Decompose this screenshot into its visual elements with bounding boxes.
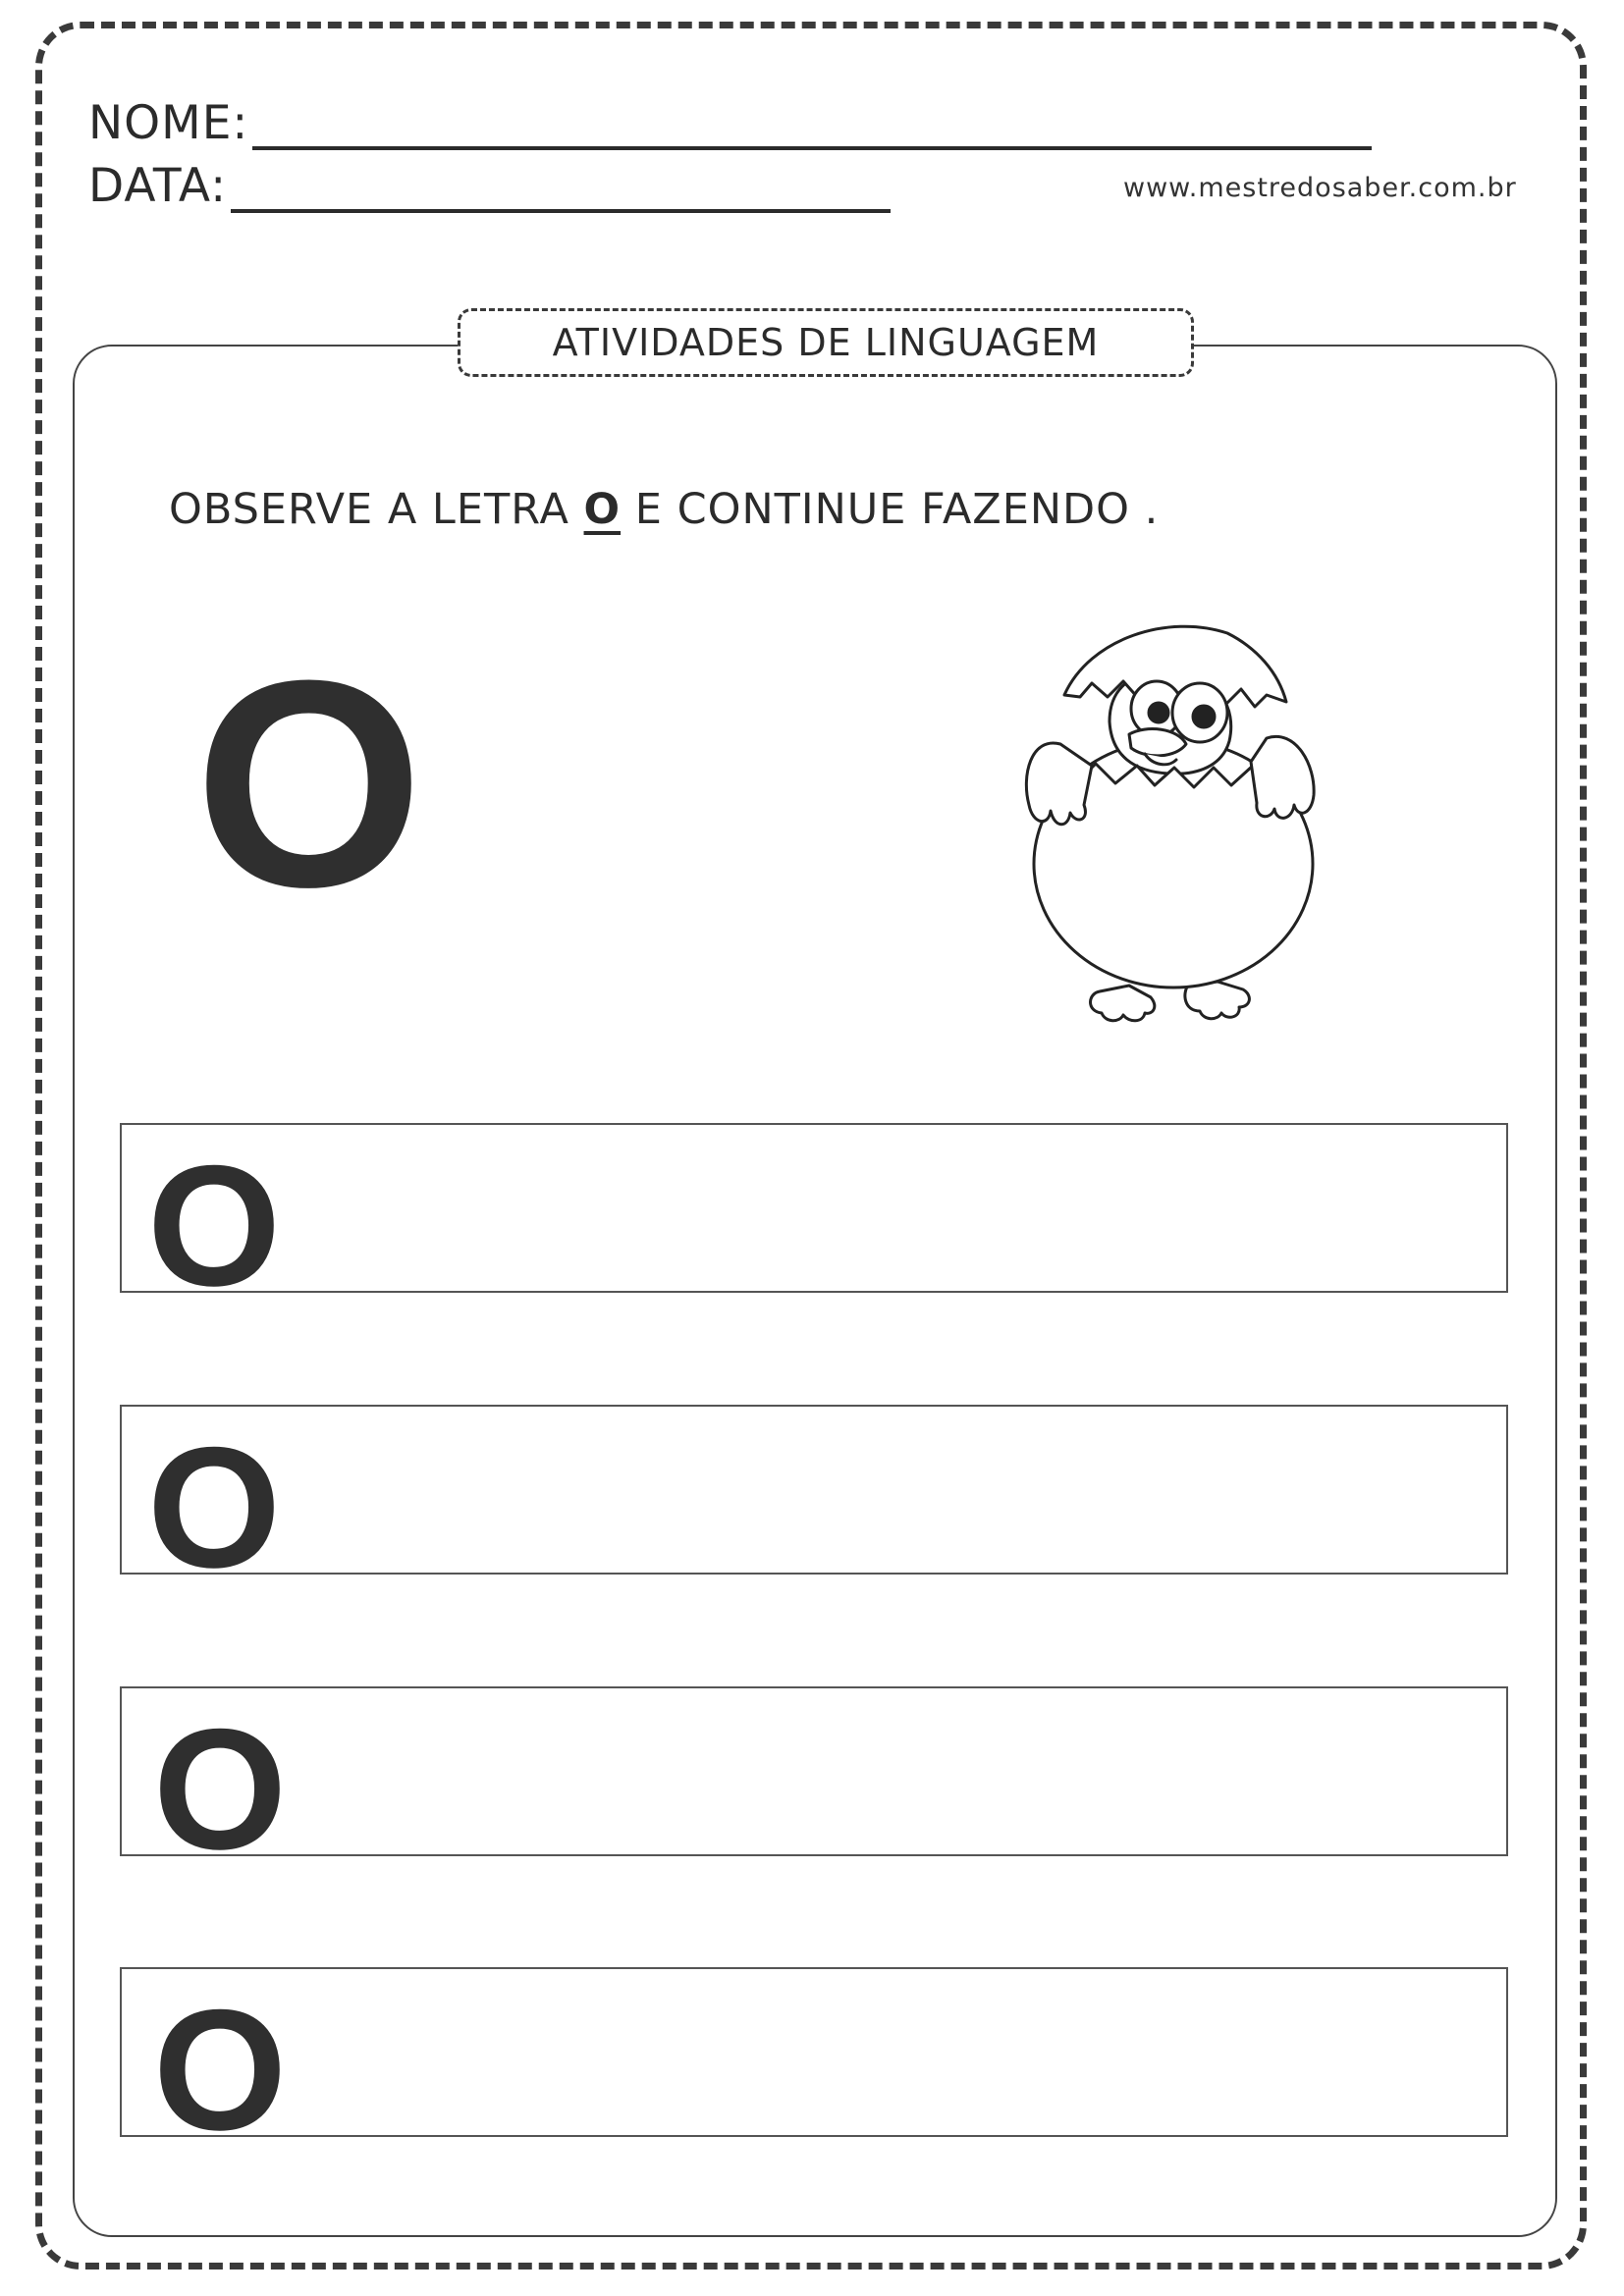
main-letter: O (194, 618, 424, 948)
practice-row-4[interactable] (120, 1967, 1508, 2166)
name-rule (252, 117, 1372, 150)
instruction-before: OBSERVE A LETRA (169, 485, 584, 534)
practice-row-1[interactable] (120, 1123, 1508, 1322)
date-rule (231, 180, 891, 213)
date-line (88, 159, 891, 213)
practice-letter: O (147, 1413, 282, 1604)
activity-title-text: ATIVIDADES DE LINGUAGEM (552, 321, 1100, 364)
date-label: DATA: (88, 159, 228, 213)
practice-letter: O (153, 1694, 288, 1886)
website-url: www.mestredosaber.com.br (1123, 173, 1517, 203)
instruction-after: E CONTINUE FAZENDO . (621, 485, 1160, 534)
name-line (88, 96, 1372, 150)
practice-row-3[interactable] (120, 1686, 1508, 1886)
instruction-letter: O (583, 485, 622, 534)
activity-title (458, 308, 1194, 377)
chick-icon (1021, 618, 1326, 1031)
practice-row-2[interactable] (120, 1405, 1508, 1604)
instruction (169, 485, 1159, 534)
name-label: NOME: (88, 96, 249, 150)
practice-letter: O (153, 1975, 288, 2166)
practice-letter: O (147, 1131, 282, 1322)
